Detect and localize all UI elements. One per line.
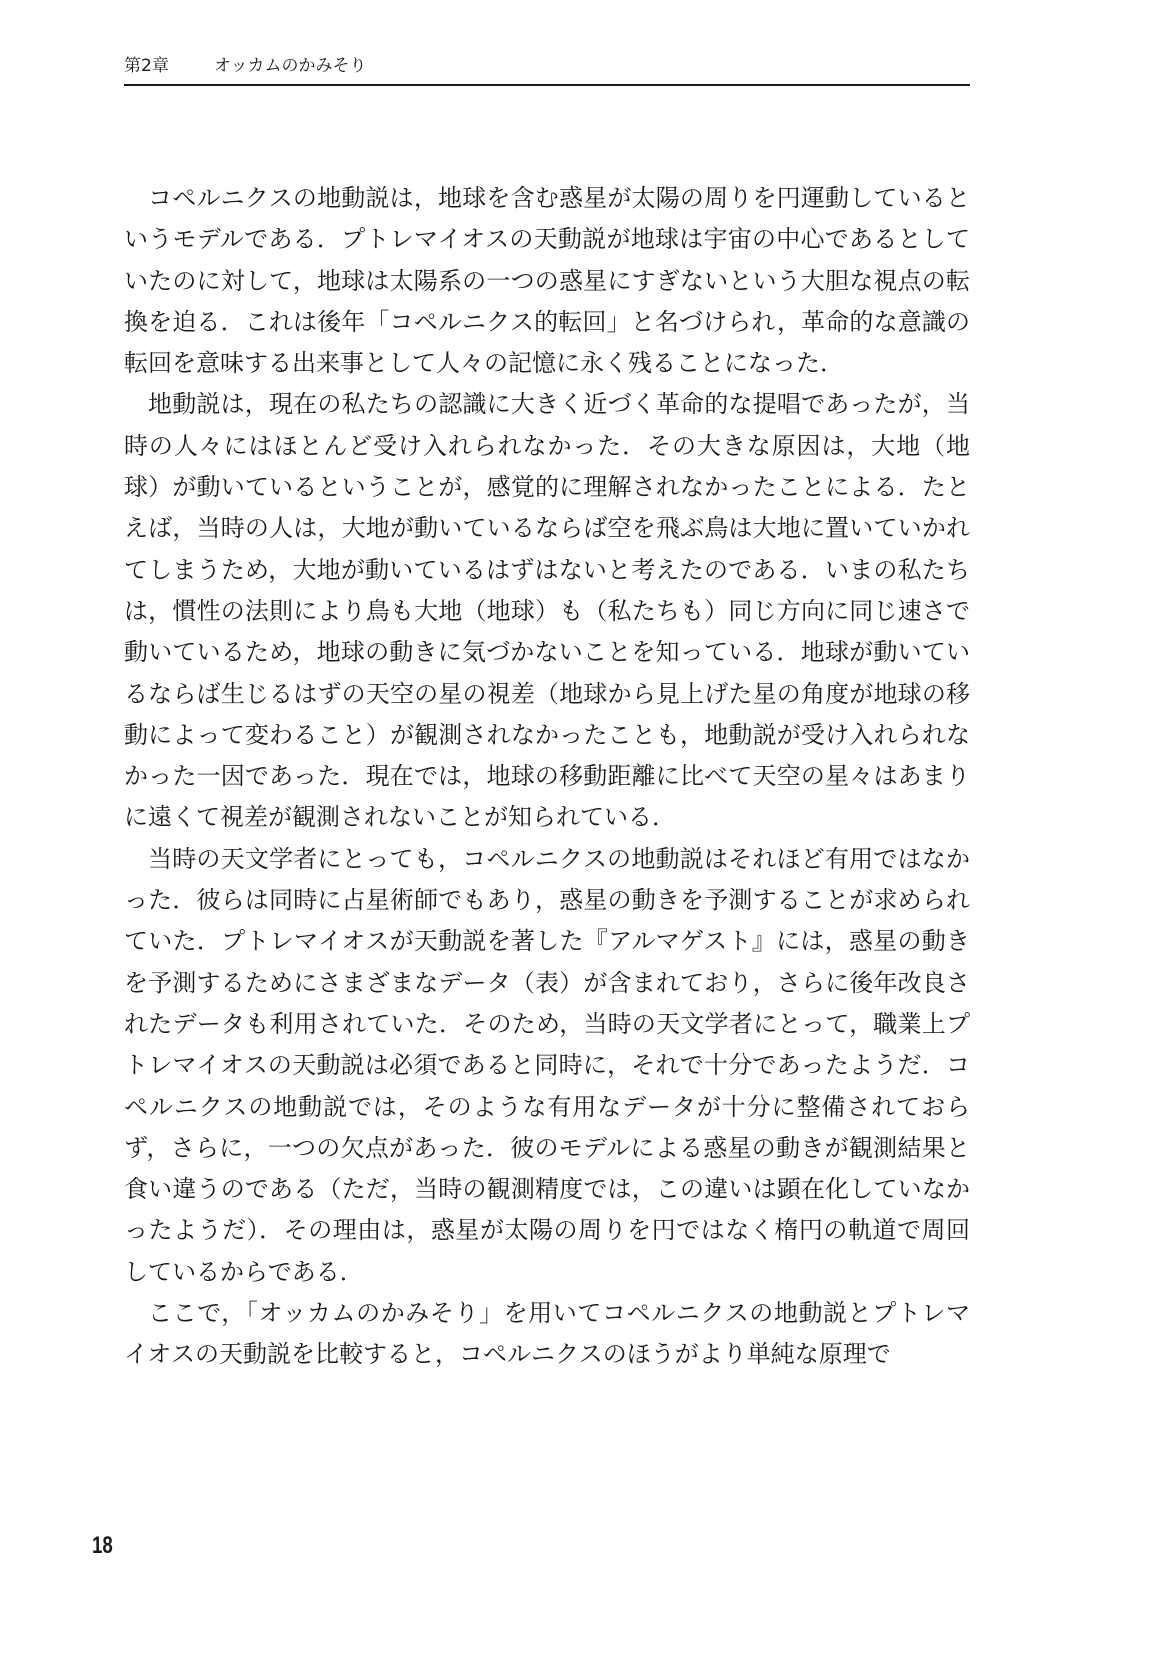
paragraph-3: 当時の天文学者にとっても，コペルニクスの地動説はそれほど有用ではなかった．彼らは同時に占星術師でもあり，惑星の動きを予測することが求められていた．プトレマイオスが天動説を著した『アルマゲスト』には，惑星の動きを予測するためにさまざまなデータ（表）が含まれており，さらに後年改良されたデータも利用されていた．そのため，当時の天文学者にとって，職業上プトレマイオスの天動説は必須であると同時に，それで十分であったようだ．コペルニクスの地動説では，そのような有用なデータが十分に整備されておらず，さらに，一つの欠点があった．彼のモデルによる惑星の動きが観測結果と食い違うのである（ただ，当時の観測精度では，この違いは顕在化していなかったようだ）．その理由は，惑星が太陽の周りを円ではなく楕円の軌道で周回しているからである． xyxy=(124,844,970,1286)
chapter-number: 第2章 xyxy=(124,56,169,76)
body-text xyxy=(124,178,970,1376)
paragraph-4: ここで，「オッカムのかみそり」を用いてコペルニクスの地動説とプトレマイオスの天動説を比較すると，コペルニクスのほうがより単純な原理で xyxy=(124,1299,970,1369)
chapter-title: オッカムのかみそり xyxy=(214,56,367,76)
paragraph-1: コペルニクスの地動説は，地球を含む惑星が太陽の周りを円運動しているというモデルである．プトレマイオスの天動説が地球は宇宙の中心であるとしていたのに対して，地球は太陽系の一つの惑星にすぎないという大胆な視点の転換を迫る．これは後年「コペルニクス的転回」と名づけられ，革命的な意識の転回を意味する出来事として人々の記憶に永く残ることになった． xyxy=(124,184,970,378)
page-number: 18 xyxy=(92,1532,113,1559)
running-head xyxy=(124,52,970,86)
paragraph-2: 地動説は，現在の私たちの認識に大きく近づく革命的な提唱であったが，当時の人々にはほとんど受け入れられなかった．その大きな原因は，大地（地球）が動いているということが，感覚的に理解されなかったことによる．たとえば，当時の人は，大地が動いているならば空を飛ぶ鳥は大地に置いていかれてしまうため，大地が動いているはずはないと考えたのである．いまの私たちは，慣性の法則により鳥も大地（地球）も（私たちも）同じ方向に同じ速さで動いているため，地球の動きに気づかないことを知っている．地球が動いているならば生じるはずの天空の星の視差（地球から見上げた星の角度が地球の移動によって変わること）が観測されなかったことも，地動説が受け入れられなかった一因であった．現在では，地球の移動距離に比べて天空の星々はあまりに遠くて視差が観測されないことが知られている． xyxy=(124,390,970,832)
